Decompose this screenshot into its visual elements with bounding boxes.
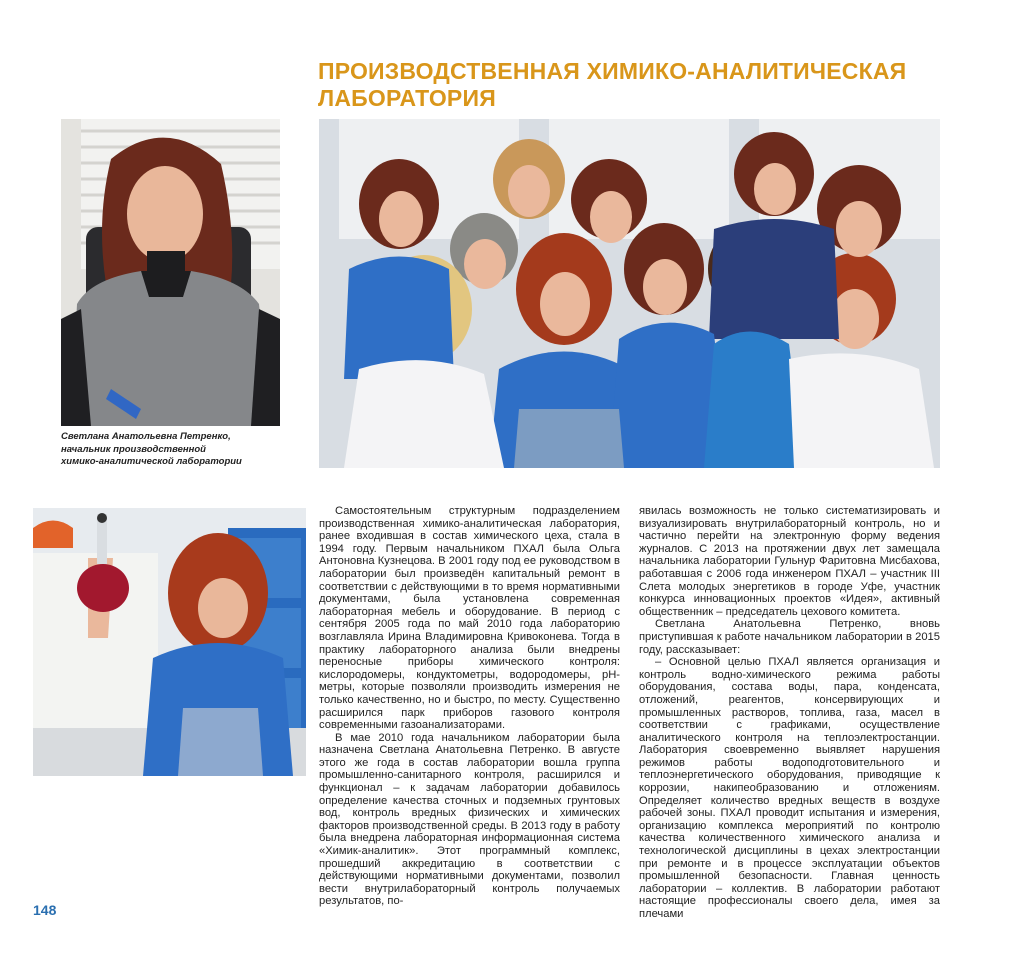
portrait-photo xyxy=(61,119,280,426)
title-line-2: ЛАБОРАТОРИЯ xyxy=(318,85,496,111)
paragraph: Светлана Анатольевна Петренко, вновь приступившая к работе начальником лаборатории в 2015 году, рассказывает: xyxy=(639,618,940,656)
paragraph: – Основной целью ПХАЛ является организация и контроль водно-химического режима работы оборудования, состава воды, пара, конденсата, отложений, реагентов, консервирующих и промышленных растворов, топлива, газа, масел в соответствии с графиками, осуществление аналитического контроля на теплоэлектростанции. Лаборатория своевременно выявляет нарушения режимов работы водоподготовительного и теплоэнергетического оборудования, приводящие к коррозии, накипеобразованию и отложениям. Определяет количество вредных веществ в воздухе рабочей зоны. ПХАЛ проводит испытания и измерения, организацию комплекса мероприятий по контролю качества количественного химического анализа и технологической дисциплины в цехах электростанции при ремонте и в процессе эксплуатации объектов промышленной безопасности. Главная ценность лаборатории – коллектив. В лаборатории работают настоящие профессионалы своего дела, имея за плечами xyxy=(639,656,940,920)
paragraph: Самостоятельным структурным подразделением производственная химико-аналитическая лаборатория, ранее входившая в состав химического цеха, стала в 1994 году. Первым начальником ПХАЛ была Ольга Антоновна Кузнецова. В 2001 году под ее руководством в лаборатории был произведён капитальный ремонт в соответствии с действующими в то время нормативными документами, была установлена современная лабораторная мебель и оборудование. В период с сентября 2005 года по май 2010 года лабораторию возглавляла Ирина Владимировна Кривоконева. Тогда в практику лабораторного анализа были внедрены переносные приборы химического контроля: кислородомеры, кондуктометры, водородомеры, pH-метры, которые позволяли производить измерения не только качественно, но и быстро, по месту. Существенно расширился парк приборов газового контроля современными газоанализаторами. xyxy=(319,505,620,732)
team-group-photo xyxy=(319,119,940,468)
page-number: 148 xyxy=(33,902,57,918)
photo-caption: Светлана Анатольевна Петренко, начальник производственной химико-аналитической лаборатории xyxy=(61,431,242,467)
paragraph: явилась возможность не только систематизировать и визуализировать внутрилабораторный контроль, но и частично перейти на электронную форму ведения журналов. С 2013 на протяжении двух лет замещала начальника лаборатории Гульнур Фаритовна Мисбахова, работавшая с 2006 года инженером ПХАЛ – участник III Слета молодых энергетиков в городе Уфе, участник конкурса инновационных проектов «Идея», активный общественник – председатель цехового комитета. xyxy=(639,505,940,618)
paragraph: В мае 2010 года начальником лаборатории была назначена Светлана Анатольевна Петренко. В августе этого же года в состав лаборатории вошла группа промышленно-санитарного контроля, расширился и функционал – к задачам лаборатории добавилось определение качества сточных и подземных грунтовых вод, контроль вредных физических и химических факторов производственной среды. В 2013 году в работу была внедрена лабораторная информационная система «Химик-аналитик». Этот программный комплекс, прошедший аккредитацию в соответствии с действующими нормативными документами, позволил вести внутрилабораторный контроль получаемых результатов, по- xyxy=(319,731,620,908)
article-column-2 xyxy=(639,505,940,921)
article-column-1 xyxy=(319,505,620,908)
title-line-1: ПРОИЗВОДСТВЕННАЯ ХИМИКО-АНАЛИТИЧЕСКАЯ xyxy=(318,58,907,84)
article-title xyxy=(318,58,958,112)
lab-photo xyxy=(33,508,306,776)
